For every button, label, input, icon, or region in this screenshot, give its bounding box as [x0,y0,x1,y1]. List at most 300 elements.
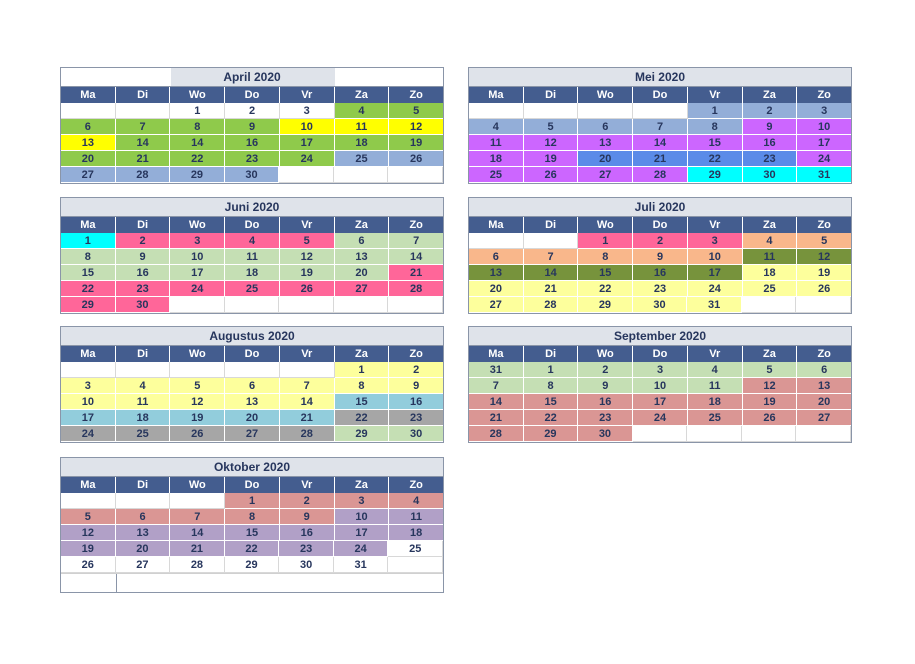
day-cell: 9 [389,378,443,394]
day-cell: 20 [578,151,633,167]
month-title: Juli 2020 [469,198,851,217]
month-title: September 2020 [469,327,851,346]
empty-day-cell [225,297,280,313]
weekday-vr: Vr [688,346,743,362]
empty-day-cell [796,297,851,313]
day-cell: 19 [797,265,851,281]
day-cell: 11 [389,509,443,525]
week-row [61,281,443,297]
day-cell: 12 [743,378,798,394]
day-cell: 17 [633,394,688,410]
day-cell: 7 [280,378,335,394]
day-cell: 19 [524,151,579,167]
week-row [61,119,443,135]
month-title: Juni 2020 [61,198,443,217]
day-cell: 25 [743,281,798,297]
day-cell: 3 [280,103,335,119]
day-cell: 11 [335,119,390,135]
weekday-ma: Ma [469,87,524,103]
day-cell: 3 [170,233,225,249]
weekday-di: Di [116,477,171,493]
empty-day-cell [633,103,688,119]
day-cell: 29 [688,167,743,183]
day-cell: 23 [633,281,688,297]
day-grid [61,493,443,573]
day-cell: 22 [688,151,743,167]
day-cell: 6 [61,119,116,135]
day-cell: 6 [225,378,280,394]
empty-day-cell [742,426,797,442]
day-cell: 12 [280,249,335,265]
day-cell: 10 [797,119,851,135]
empty-day-cell [578,103,633,119]
day-cell: 4 [116,378,171,394]
weekday-zo: Zo [817,219,831,231]
day-cell: 24 [633,410,688,426]
weekday-wo: Wo [170,346,225,362]
day-cell: 2 [389,362,443,378]
day-cell: 14 [170,135,225,151]
weekday-header [469,217,851,233]
day-cell: 25 [225,281,280,297]
day-cell: 10 [633,378,688,394]
empty-day-cell [280,362,335,378]
day-cell: 20 [61,151,116,167]
day-cell: 29 [578,297,633,313]
day-cell: 6 [469,249,524,265]
day-cell: 17 [797,135,851,151]
day-cell: 15 [335,394,390,410]
day-cell: 28 [469,426,524,442]
day-cell: 5 [280,233,335,249]
day-cell: 6 [335,233,390,249]
day-cell: 30 [225,167,280,183]
day-cell: 23 [225,151,280,167]
day-cell: 21 [116,151,171,167]
day-cell: 9 [743,119,798,135]
week-row [61,362,443,378]
day-cell: 28 [116,167,171,183]
day-cell: 5 [61,509,116,525]
day-cell: 18 [335,135,390,151]
day-cell: 24 [170,281,225,297]
day-cell: 7 [633,119,688,135]
day-cell: 25 [469,167,524,183]
week-row [61,394,443,410]
day-cell: 15 [524,394,579,410]
week-row [469,297,851,313]
day-cell: 18 [225,265,280,281]
day-cell: 29 [61,297,116,313]
day-cell: 11 [225,249,280,265]
week-row [61,541,443,557]
weekday-do: Do [225,217,280,233]
day-cell: 27 [116,557,171,573]
day-cell: 4 [389,493,443,509]
day-cell: 8 [335,378,390,394]
day-cell: 22 [524,410,579,426]
day-cell: 28 [524,297,579,313]
day-cell: 3 [335,493,390,509]
empty-day-cell [796,426,851,442]
day-cell: 1 [335,362,390,378]
empty-day-cell [279,167,334,183]
day-cell: 9 [578,378,633,394]
day-cell: 11 [743,249,798,265]
month-april [60,67,444,184]
weekday-zo: Zo [409,348,423,360]
empty-day-cell [334,167,389,183]
day-cell: 18 [116,410,171,426]
day-cell: 23 [743,151,798,167]
week-row [469,167,851,183]
empty-day-cell [469,103,524,119]
weekday-za: Za [335,87,390,103]
day-cell: 23 [389,410,443,426]
day-cell: 8 [688,119,743,135]
weekday-vr: Vr [688,217,743,233]
day-grid [469,362,851,442]
day-cell: 6 [797,362,851,378]
day-cell: 12 [61,525,116,541]
day-cell: 14 [524,265,579,281]
month-title: April 2020 [61,68,443,87]
day-cell: 16 [578,394,633,410]
week-row [469,265,851,281]
day-cell: 10 [280,119,335,135]
week-row [61,525,443,541]
day-cell: 1 [170,103,225,119]
weekday-za: Za [335,217,390,233]
week-row [469,394,851,410]
day-cell: 1 [61,233,116,249]
day-cell: 22 [335,410,390,426]
empty-day-cell [170,362,225,378]
weekday-za: Za [335,477,390,493]
day-cell: 9 [280,509,335,525]
weekday-wo: Wo [170,217,225,233]
day-cell: 16 [225,135,280,151]
weekday-ma: Ma [61,477,116,493]
day-cell: 21 [469,410,524,426]
day-cell: 15 [225,525,280,541]
day-cell: 3 [797,103,851,119]
month-augustus [60,326,444,443]
day-cell: 17 [688,265,743,281]
weekday-za: Za [743,346,798,362]
weekday-vr: Vr [280,87,335,103]
weekday-vr: Vr [280,346,335,362]
day-cell: 14 [469,394,524,410]
day-cell: 20 [335,265,390,281]
day-cell: 8 [524,378,579,394]
weekday-zo: Zo [817,89,831,101]
day-cell: 5 [797,233,851,249]
weekday-vr: Vr [280,477,335,493]
day-cell: 29 [170,167,225,183]
day-cell: 27 [797,410,851,426]
month-title: Augustus 2020 [61,327,443,346]
day-cell: 23 [279,541,334,557]
day-cell: 16 [116,265,171,281]
day-cell: 20 [225,410,280,426]
day-grid [61,233,443,313]
day-cell: 20 [469,281,524,297]
day-cell: 26 [389,151,443,167]
empty-day-cell [388,167,443,183]
day-grid [61,362,443,442]
weekday-header [469,346,851,362]
day-cell: 30 [279,557,334,573]
day-cell: 27 [61,167,116,183]
day-cell: 21 [389,265,443,281]
weekday-ma: Ma [61,346,116,362]
day-cell: 28 [389,281,443,297]
empty-day-cell [225,362,280,378]
month-title: Oktober 2020 [61,458,443,477]
week-row [61,378,443,394]
weekday-ma: Ma [61,87,116,103]
weekday-do: Do [633,217,688,233]
week-row [469,362,851,378]
day-cell: 11 [469,135,524,151]
day-grid [469,233,851,313]
weekday-za: Za [743,217,798,233]
weekday-wo: Wo [170,87,225,103]
day-cell: 2 [225,103,280,119]
day-cell: 22 [225,541,280,557]
empty-day-cell [524,233,579,249]
day-cell: 14 [170,525,225,541]
weekday-wo: Wo [578,217,633,233]
day-cell: 13 [225,394,280,410]
day-cell: 4 [688,362,743,378]
day-cell: 14 [280,394,335,410]
month-oktober [60,457,444,593]
day-cell: 22 [170,151,225,167]
weekday-wo: Wo [170,477,225,493]
day-cell: 24 [280,151,335,167]
day-cell: 8 [225,509,280,525]
week-row [61,493,443,509]
day-cell: 27 [335,281,390,297]
day-cell: 30 [389,426,443,442]
day-grid [469,103,851,183]
empty-day-cell [633,426,688,442]
day-cell: 18 [389,525,443,541]
day-cell: 21 [633,151,688,167]
day-cell: 16 [389,394,443,410]
weekday-wo: Wo [578,87,633,103]
day-grid [61,103,443,183]
week-row [469,249,851,265]
day-cell: 31 [469,362,524,378]
weekday-zo: Zo [409,479,423,491]
weekday-di: Di [524,87,579,103]
day-cell: 1 [578,233,633,249]
day-cell: 13 [335,249,390,265]
week-row [61,233,443,249]
day-cell: 8 [578,249,633,265]
day-cell: 13 [578,135,633,151]
day-cell: 31 [797,167,851,183]
day-cell: 16 [743,135,798,151]
day-cell: 16 [633,265,688,281]
day-cell: 31 [334,557,389,573]
day-cell: 10 [335,509,390,525]
day-cell: 26 [524,167,579,183]
empty-day-cell [742,297,797,313]
week-row [61,557,443,573]
day-cell: 13 [469,265,524,281]
day-cell: 12 [524,135,579,151]
day-cell: 25 [116,426,171,442]
empty-day-cell [524,103,579,119]
weekday-za: Za [335,346,390,362]
day-cell: 1 [225,493,280,509]
day-cell: 31 [687,297,742,313]
weekday-zo: Zo [817,348,831,360]
empty-day-cell [116,362,171,378]
day-cell: 12 [389,119,443,135]
day-cell: 4 [743,233,798,249]
day-cell: 10 [688,249,743,265]
day-cell: 22 [61,281,116,297]
day-cell: 22 [578,281,633,297]
day-cell: 30 [116,297,171,313]
day-cell: 5 [170,378,225,394]
week-row [469,119,851,135]
day-cell: 1 [688,103,743,119]
day-cell: 23 [578,410,633,426]
weekday-di: Di [116,87,171,103]
day-cell: 2 [743,103,798,119]
empty-day-cell [687,426,742,442]
week-row [469,281,851,297]
week-row [61,410,443,426]
day-cell: 26 [743,410,798,426]
day-cell: 19 [61,541,116,557]
week-row [469,151,851,167]
day-cell: 14 [116,135,171,151]
day-cell: 7 [170,509,225,525]
weekday-do: Do [633,346,688,362]
day-cell: 7 [116,119,171,135]
week-row [469,135,851,151]
month-september [468,326,852,443]
month-juni [60,197,444,314]
day-cell: 28 [633,167,688,183]
day-cell: 28 [170,557,225,573]
day-cell: 26 [797,281,851,297]
day-cell: 13 [797,378,851,394]
day-cell: 7 [524,249,579,265]
day-cell: 29 [225,557,280,573]
weekday-do: Do [225,477,280,493]
day-cell: 12 [170,394,225,410]
day-cell: 30 [743,167,798,183]
day-cell: 2 [116,233,171,249]
day-cell: 15 [578,265,633,281]
day-cell: 18 [688,394,743,410]
week-row [469,233,851,249]
day-cell: 7 [389,233,443,249]
weekday-header [61,346,443,362]
weekday-header [469,87,851,103]
day-cell: 12 [797,249,851,265]
weekday-do: Do [225,87,280,103]
week-row [61,167,443,183]
day-cell: 25 [688,410,743,426]
day-cell: 19 [743,394,798,410]
day-cell: 7 [469,378,524,394]
day-cell: 2 [633,233,688,249]
empty-day-cell [61,103,116,119]
day-cell: 4 [469,119,524,135]
day-cell: 14 [389,249,443,265]
day-cell: 24 [61,426,116,442]
weekday-zo: Zo [409,219,423,231]
day-cell: 21 [280,410,335,426]
weekday-ma: Ma [61,217,116,233]
day-cell: 16 [280,525,335,541]
weekday-zo: Zo [409,89,423,101]
day-cell: 23 [116,281,171,297]
day-cell: 15 [688,135,743,151]
week-row [469,426,851,442]
day-cell: 24 [688,281,743,297]
weekday-header [61,477,443,493]
day-cell: 2 [280,493,335,509]
weekday-za: Za [743,87,798,103]
day-cell: 5 [389,103,443,119]
month-mei [468,67,852,184]
day-cell: 25 [388,541,443,557]
day-cell: 19 [389,135,443,151]
day-cell: 15 [61,265,116,281]
week-row [61,509,443,525]
day-cell: 30 [578,426,633,442]
day-cell: 9 [116,249,171,265]
weekday-header [61,87,443,103]
empty-day-cell [279,297,334,313]
day-cell: 18 [743,265,798,281]
weekday-vr: Vr [280,217,335,233]
week-row [61,151,443,167]
day-cell: 13 [61,135,116,151]
day-cell: 19 [170,410,225,426]
day-cell: 11 [688,378,743,394]
week-row [61,265,443,281]
day-cell: 8 [61,249,116,265]
weekday-ma: Ma [469,217,524,233]
month-juli [468,197,852,314]
weekday-do: Do [633,87,688,103]
day-cell: 3 [688,233,743,249]
day-cell: 6 [578,119,633,135]
empty-day-cell [388,297,443,313]
day-cell: 17 [170,265,225,281]
day-cell: 18 [469,151,524,167]
day-cell: 3 [61,378,116,394]
day-cell: 24 [334,541,389,557]
day-cell: 17 [335,525,390,541]
empty-day-cell [61,362,116,378]
week-row [61,426,443,442]
day-cell: 9 [633,249,688,265]
day-cell: 6 [116,509,171,525]
empty-day-cell [170,493,225,509]
